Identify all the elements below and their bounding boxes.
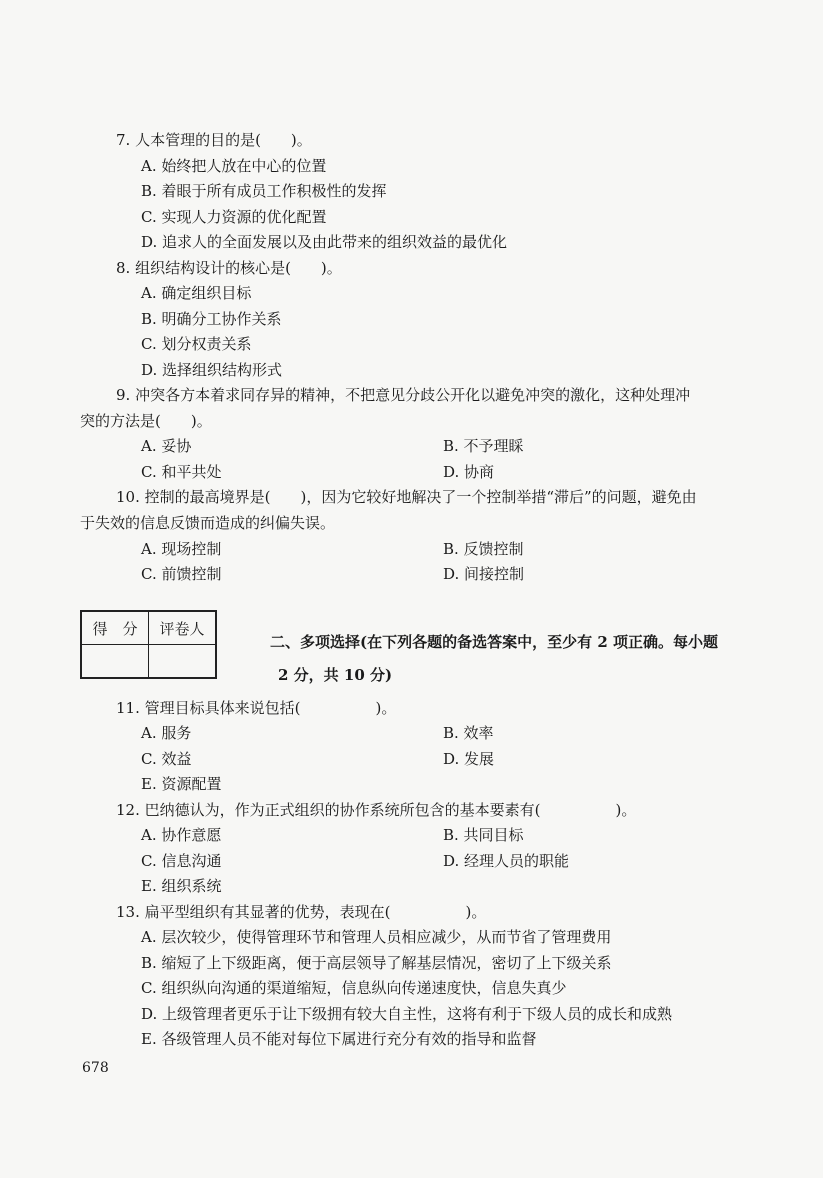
q12-option-d: D. 经理人员的职能: [443, 852, 570, 870]
q10-stem-line2: 于失效的信息反馈而造成的纠偏失误。: [80, 514, 336, 532]
q8-stem: 8. 组织结构设计的核心是( )。: [116, 259, 342, 277]
q13-option-b: B. 缩短了上下级距离，便于高层领导了解基层情况，密切了上下级关系: [141, 954, 612, 972]
q9-option-d: D. 协商: [443, 463, 495, 481]
score-table: [80, 610, 217, 679]
q8-option-d: D. 选择组织结构形式: [141, 361, 283, 379]
q8-option-a: A. 确定组织目标: [141, 284, 252, 302]
q9-stem-line1: 9. 冲突各方本着求同存异的精神，不把意见分歧公开化以避免冲突的激化，这种处理冲: [116, 386, 691, 404]
q12-option-e: E. 组织系统: [141, 877, 222, 895]
q9-option-b: B. 不予理睬: [443, 437, 524, 455]
q10-option-c: C. 前馈控制: [141, 565, 222, 583]
q10-stem-line1: 10. 控制的最高境界是( )，因为它较好地解决了一个控制举措“滞后”的问题，避免由: [116, 488, 697, 506]
q13-stem: 13. 扁平型组织有其显著的优势，表现在( )。: [116, 903, 487, 921]
q7-option-c: C. 实现人力资源的优化配置: [141, 208, 327, 226]
q13-option-c: C. 组织纵向沟通的渠道缩短，信息纵向传递速度快，信息失真少: [141, 979, 567, 997]
q11-option-c: C. 效益: [141, 750, 192, 768]
q10-option-b: B. 反馈控制: [443, 540, 524, 558]
q7-option-b: B. 着眼于所有成员工作积极性的发挥: [141, 182, 387, 200]
q12-option-c: C. 信息沟通: [141, 852, 222, 870]
q11-option-b: B. 效率: [443, 724, 494, 742]
q7-stem: 7. 人本管理的目的是( )。: [116, 131, 312, 149]
q7-option-a: A. 始终把人放在中心的位置: [141, 157, 327, 175]
section2-heading-line1: 二、多项选择(在下列各题的备选答案中，至少有 2 项正确。每小题: [270, 633, 718, 651]
grader-header: 评卷人: [149, 611, 217, 645]
q10-option-a: A. 现场控制: [141, 540, 222, 558]
q13-option-d: D. 上级管理者更乐于让下级拥有较大自主性，这将有利于下级人员的成长和成熟: [141, 1005, 673, 1023]
q9-option-a: A. 妥协: [141, 437, 192, 455]
q8-option-b: B. 明确分工协作关系: [141, 310, 282, 328]
q7-option-d: D. 追求人的全面发展以及由此带来的组织效益的最优化: [141, 233, 508, 251]
q11-option-a: A. 服务: [141, 724, 192, 742]
q10-option-d: D. 间接控制: [443, 565, 525, 583]
q9-stem-line2: 突的方法是( )。: [80, 412, 212, 430]
score-header: 得 分: [81, 611, 149, 645]
q11-stem: 11. 管理目标具体来说包括( )。: [116, 699, 397, 717]
q8-option-c: C. 划分权责关系: [141, 335, 252, 353]
q13-option-a: A. 层次较少，使得管理环节和管理人员相应减少，从而节省了管理费用: [141, 928, 612, 946]
q11-option-d: D. 发展: [443, 750, 495, 768]
section2-heading-line2: 2 分，共 10 分): [278, 666, 393, 684]
q12-stem: 12. 巴纳德认为，作为正式组织的协作系统所包含的基本要素有( )。: [116, 801, 637, 819]
q11-option-e: E. 资源配置: [141, 775, 222, 793]
q12-option-a: A. 协作意愿: [141, 826, 222, 844]
score-cell: [81, 645, 149, 679]
grader-cell: [149, 645, 217, 679]
q12-option-b: B. 共同目标: [443, 826, 524, 844]
q9-option-c: C. 和平共处: [141, 463, 222, 481]
page-number: 678: [82, 1060, 109, 1076]
q13-option-e: E. 各级管理人员不能对每位下属进行充分有效的指导和监督: [141, 1030, 537, 1048]
